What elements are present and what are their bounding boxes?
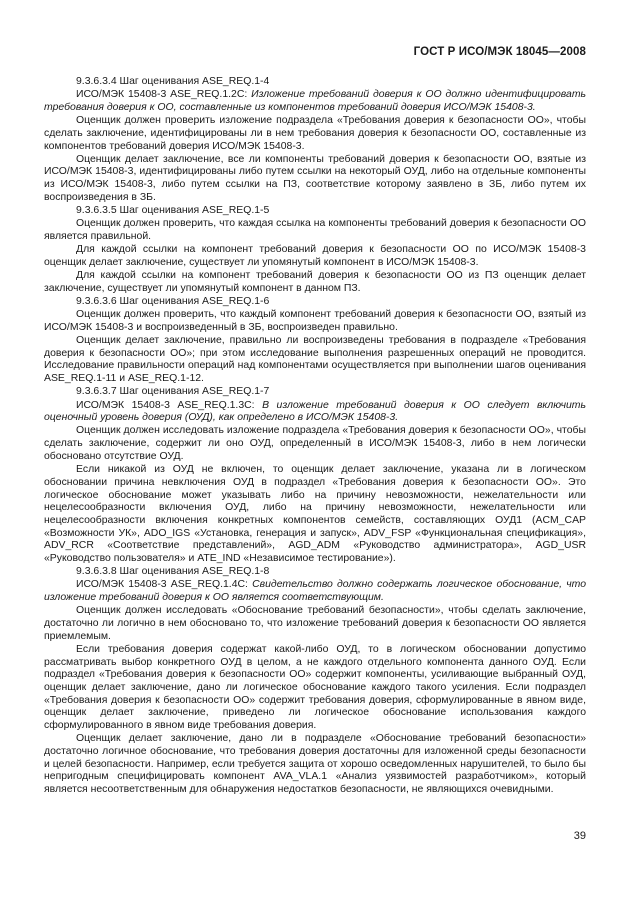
body-paragraph: Оценщик делает заключение, дано ли в подразделе «Обоснование требований безопасности» достаточно логичное обоснование, что требования доверия достаточны для изложенной среды безопасности и целей безопасности. Например, если требуется защита от хорошо осведомленных нарушителей, то было бы непригодным специфицировать компонент AVA_VLA.1 «Анализ уязвимостей разработчиком», который является несоответственным для обнаружения недостатков безопасности, не являющихся очевидными. bbox=[44, 733, 586, 796]
body-paragraph: Если никакой из ОУД не включен, то оценщик делает заключение, указана ли в логическом обосновании причина невключения ОУД в подраздел «Требования доверия к безопасности ОО». Это логическое обоснование может указывать либо на причину невозможности, нежелательности или нецелесообразности включения ОУД, либо на причину невозможности, нежелательности или нецелесообразности включения конкретных компонентов семейств, составляющих ОУД1 (ACM_CAP «Возможности УК», ADO_IGS «Установка, генерация и запуск», ADV_FSP «Функциональная спецификация», ADV_RCR «Соответствие представлений», AGD_ADM «Руководство администратора», AGD_USR «Руководство пользователя» и ATE_IND «Независимое тестирование»). bbox=[44, 464, 586, 565]
step-heading: 9.3.6.3.6 Шаг оценивания ASE_REQ.1-6 bbox=[76, 295, 270, 307]
step-heading: 9.3.6.3.4 Шаг оценивания ASE_REQ.1-4 bbox=[76, 76, 270, 87]
body-paragraph: Оценщик должен исследовать «Обоснование требований безопасности», чтобы сделать заключение, достаточно ли логично в нем обосновано то, что изложение требований доверия к безопасности ОО является приемлемым. bbox=[44, 605, 586, 642]
body-paragraph: Для каждой ссылки на компонент требований доверия к безопасности ОО из ПЗ оценщик делает заключение, существует ли упомянутый компонент в данном ПЗ. bbox=[44, 270, 586, 294]
body-paragraph: Оценщик должен проверить, что каждый компонент требований доверия к безопасности ОО, взятый из ИСО/МЭК 15408-3 и воспроизведенный в ЗБ, воспроизведен правильно. bbox=[44, 309, 586, 333]
body-paragraph: Оценщик должен проверить изложение подраздела «Требования доверия к безопасности ОО», чтобы сделать заключение, идентифицированы ли в нем требования доверия к безопасности ОО, составленные из компонентов требований доверия ИСО/МЭК 15408-3. bbox=[44, 115, 586, 152]
body-paragraph: Для каждой ссылки на компонент требований доверия к безопасности ОО по ИСО/МЭК 15408-3 оценщик делает заключение, существует ли упомянутый компонент в ИСО/МЭК 15408-3. bbox=[44, 244, 586, 268]
body-paragraph: Оценщик делает заключение, правильно ли воспроизведены требования в подразделе «Требования доверия к безопасности ОО»; при этом исследование выполнения разрешенных операций не проводится. Исследование правильности операций над компонентами осуществляется при выполнении шагов оценивания ASE_REQ.1-11 и ASE_REQ.1-12. bbox=[44, 335, 586, 385]
requirement-paragraph: ИСО/МЭК 15408-3 ASE_REQ.1.2C: Изложение требований доверия к ОО должно идентифицировать требования доверия к ОО, составленные из компонентов требований доверия ИСО/МЭК 15408-3. bbox=[44, 89, 587, 113]
document-header: ГОСТ Р ИСО/МЭК 18045—2008 bbox=[413, 46, 586, 58]
step-heading: 9.3.6.3.5 Шаг оценивания ASE_REQ.1-5 bbox=[76, 205, 270, 217]
body-paragraph: Оценщик должен проверить, что каждая ссылка на компоненты требований доверия к безопасности ОО является правильной. bbox=[44, 218, 586, 242]
step-heading: 9.3.6.3.7 Шаг оценивания ASE_REQ.1-7 bbox=[76, 386, 270, 398]
document-body bbox=[44, 76, 586, 797]
step-heading: 9.3.6.3.8 Шаг оценивания ASE_REQ.1-8 bbox=[76, 566, 270, 578]
body-paragraph: Оценщик делает заключение, все ли компоненты требований доверия к безопасности ОО, взятые из ИСО/МЭК 15408-3, идентифицированы либо путем ссылки на некоторый ОУД, либо на отдельные компоненты из ИСО/МЭК 15408-3, либо путем ссылки на ПЗ, соответствие которому заявлено в ЗБ, либо путем их воспроизведения в ЗБ. bbox=[44, 153, 586, 203]
requirement-paragraph: ИСО/МЭК 15408-3 ASE_REQ.1.4C: Свидетельство должно содержать логическое обоснование, что изложение требований доверия к ОО является соответствующим. bbox=[44, 579, 586, 604]
body-paragraph: Оценщик должен исследовать изложение подраздела «Требования доверия к безопасности ОО», чтобы сделать заключение, содержит ли оно ОУД, определенный в ИСО/МЭК 15408-3, либо в нем логически обосновано отсутствие ОУД. bbox=[44, 425, 586, 462]
body-paragraph: Если требования доверия содержат какой-либо ОУД, то в логическом обосновании допустимо рассматривать выбор конкретного ОУД в целом, а не каждого отдельного компонента данного ОУД. Если подраздел «Требования доверия к безопасности ОО» содержит компоненты, усиливающие выбранный ОУД, оценщик делает заключение, дано ли логическое обоснование каждого такого усиления. Если подраздел «Требования доверия к безопасности ОО» содержит требования доверия, сформулированные в явном виде, оценщик делает заключение, приведено ли логическое обоснование использования каждого сформулированного в явном виде требования доверия. bbox=[44, 643, 586, 732]
page-number: 39 bbox=[573, 830, 586, 842]
requirement-paragraph: ИСО/МЭК 15408-3 ASE_REQ.1.3C: В изложение требований доверия к ОО следует включить оценочный уровень доверия (ОУД), как определено в ИСО/МЭК 15408-3. bbox=[44, 399, 586, 424]
